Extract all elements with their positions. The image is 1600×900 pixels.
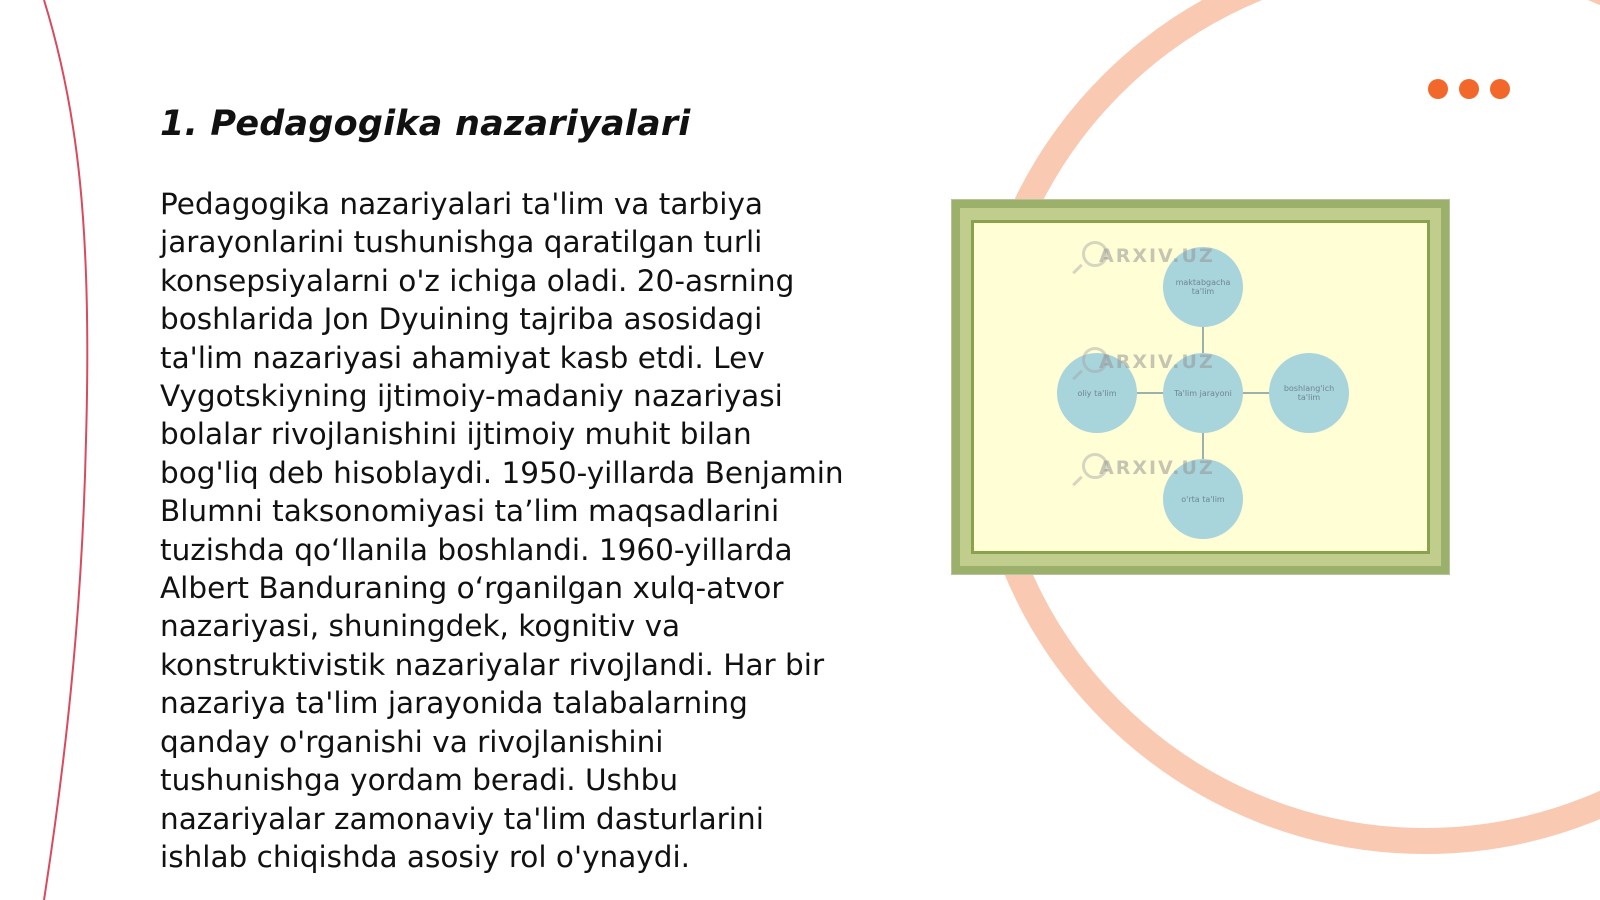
node-top: maktabgacha ta'lim <box>1163 247 1243 327</box>
dot-2 <box>1459 79 1479 99</box>
slide-title: 1. Pedagogika nazariyalari <box>160 104 691 144</box>
dot-3 <box>1490 79 1510 99</box>
node-left: oliy ta'lim <box>1057 353 1137 433</box>
diagram-mat <box>971 220 1430 554</box>
slide-body-text: Pedagogika nazariyalari ta'lim va tarbiya jarayonlarini tushunishga qaratilgan turli konsepsiyalarni o'z ichiga oladi. 20-asrning boshlarida Jon Dyuining tajriba asosidagi ta'lim nazariyasi ahamiyat kasb etdi. Lev Vygotskiyning ijtimoiy-madaniy nazariyasi bolalar rivojlanishini ijtimoiy muhit bilan bog'liq deb hisoblaydi. 1950-yillarda Benjamin Blumni taksonomiyasi ta’lim maqsadlarini tuzishda qo‘llanila boshlandi. 1960-yillarda Albert Banduraning o‘rganilgan xulq-atvor nazariyasi, shuningdek, kognitiv va konstruktivistik nazariyalar rivojlandi. Har bir nazariya ta'lim jarayonida talabalarning qanday o'rganishi va rivojlanishini tushunishga yordam beradi. Ushbu nazariyalar zamonaviy ta'lim dasturlarini ishlab chiqishda asosiy rol o'ynaydi. <box>160 187 844 874</box>
diagram-frame <box>960 208 1441 566</box>
watermark-1: ARXIV.UZ <box>1099 245 1215 267</box>
node-right: boshlang'ich ta'lim <box>1269 353 1349 433</box>
more-dots-icon <box>1428 79 1510 99</box>
diagram-image <box>951 199 1450 575</box>
dot-1 <box>1428 79 1448 99</box>
watermark-2: ARXIV.UZ <box>1099 351 1215 373</box>
node-bottom: o'rta ta'lim <box>1163 459 1243 539</box>
decorative-left-curve <box>44 0 87 900</box>
watermark-3: ARXIV.UZ <box>1099 457 1215 479</box>
node-center: Ta'lim jarayoni <box>1163 353 1243 433</box>
